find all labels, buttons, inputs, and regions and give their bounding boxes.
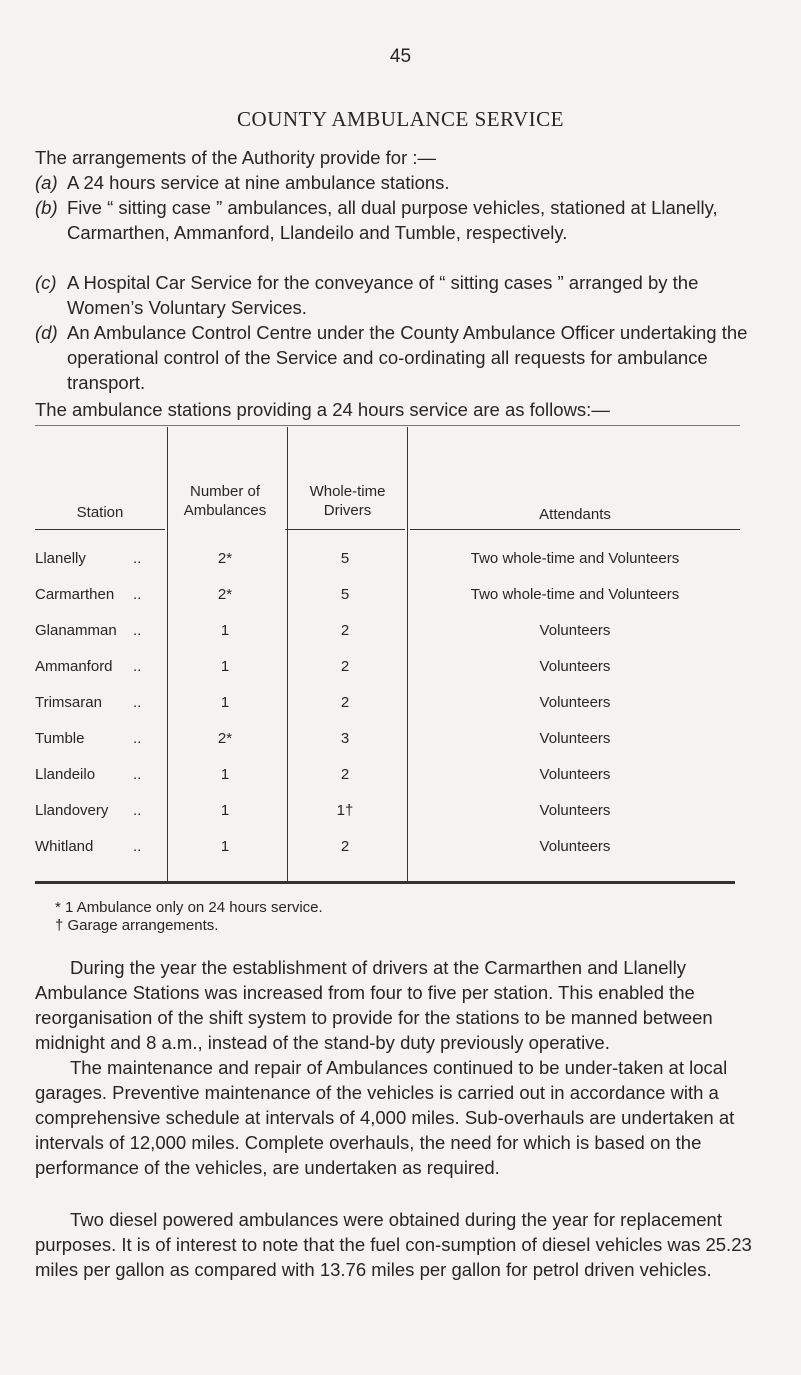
table-row xyxy=(35,693,740,713)
table-row xyxy=(35,549,740,569)
list-item-text: A 24 hours service at nine ambulance stations. xyxy=(67,172,450,193)
list-item-text: Five “ sitting case ” ambulances, all dual purpose vehicles, stationed at Llanelly, Carmarthen, Ammanford, Llandeilo and Tumble, respectively. xyxy=(67,197,718,243)
body-paragraph: The maintenance and repair of Ambulances continued to be under-taken at local garages. Preventive maintenance of the vehicles is carried out in accordance with a comprehensive schedule at intervals of 4,000 miles. Sub-overhauls are undertaken at intervals of 12,000 miles. Complete overhauls, the need for which is based on the performance of the vehicles, are undertaken as required. xyxy=(35,1057,735,1178)
station-name: Whitland xyxy=(35,838,94,855)
leader-dots: .. xyxy=(133,658,142,675)
leader-dots: .. xyxy=(133,766,142,783)
body-paragraph: Two diesel powered ambulances were obtained during the year for replacement purposes. It is of interest to note that the fuel con-sumption of diesel vehicles was 25.23 miles per gallon as compared with 13.76 miles per gallon for petrol driven vehicles. xyxy=(35,1209,752,1280)
station-name: Carmarthen xyxy=(35,586,115,603)
station-name: Tumble xyxy=(35,730,85,747)
table-bottom-rule xyxy=(35,881,735,884)
ambulances-cell: 2* xyxy=(217,550,233,567)
drivers-cell: 2 xyxy=(340,658,350,675)
station-name: Ammanford xyxy=(35,658,113,675)
ambulances-cell: 1 xyxy=(220,658,230,675)
leader-dots: .. xyxy=(133,694,142,711)
intro-text: The arrangements of the Authority provide for :— xyxy=(35,147,437,168)
header-rule xyxy=(285,529,405,530)
drivers-cell: 2 xyxy=(340,622,350,639)
table-row xyxy=(35,729,740,749)
header-rule xyxy=(410,529,740,530)
attendants-cell: Volunteers xyxy=(539,622,611,639)
ambulances-cell: 1 xyxy=(220,802,230,819)
list-marker: (b) xyxy=(35,197,58,218)
leader-dots: .. xyxy=(133,586,142,603)
page-number: 45 xyxy=(389,46,412,67)
attendants-cell: Volunteers xyxy=(539,658,611,675)
ambulances-cell: 1 xyxy=(220,694,230,711)
header-number-line1: Number of xyxy=(189,483,261,500)
ambulances-cell: 2* xyxy=(217,730,233,747)
station-name: Llanelly xyxy=(35,550,86,567)
list-item xyxy=(35,270,770,320)
list-item xyxy=(35,320,770,395)
list-marker: (d) xyxy=(35,322,58,343)
header-attendants: Attendants xyxy=(539,506,611,523)
station-name: Llandeilo xyxy=(35,766,96,783)
attendants-cell: Volunteers xyxy=(539,730,611,747)
station-name: Glanamman xyxy=(35,622,117,639)
header-station: Station xyxy=(76,504,124,521)
attendants-cell: Two whole-time and Volunteers xyxy=(470,586,680,603)
list-item xyxy=(35,195,770,245)
page-title: COUNTY AMBULANCE SERVICE xyxy=(237,107,564,131)
station-name: Llandovery xyxy=(35,802,109,819)
table-row xyxy=(35,621,740,641)
attendants-cell: Volunteers xyxy=(539,766,611,783)
drivers-cell: 2 xyxy=(340,838,350,855)
attendants-cell: Volunteers xyxy=(539,694,611,711)
station-name: Trimsaran xyxy=(35,694,102,711)
list-item xyxy=(35,170,770,195)
list-item-text: An Ambulance Control Centre under the County Ambulance Officer undertaking the operational control of the Service and co-ordinating all requests for ambulance transport. xyxy=(67,322,748,393)
table-row xyxy=(35,585,740,605)
footnote: * 1 Ambulance only on 24 hours service. xyxy=(55,899,323,916)
attendants-cell: Two whole-time and Volunteers xyxy=(470,550,680,567)
leader-dots: .. xyxy=(133,838,142,855)
header-drivers-line2: Drivers xyxy=(323,502,372,519)
ambulances-cell: 1 xyxy=(220,766,230,783)
header-drivers-line1: Whole-time xyxy=(309,483,386,500)
leader-dots: .. xyxy=(133,622,142,639)
table-top-rule xyxy=(35,425,740,426)
ambulances-cell: 1 xyxy=(220,838,230,855)
footnote: † Garage arrangements. xyxy=(55,917,219,934)
drivers-cell: 5 xyxy=(340,586,350,603)
attendants-cell: Volunteers xyxy=(539,838,611,855)
leader-dots: .. xyxy=(133,802,142,819)
drivers-cell: 3 xyxy=(340,730,350,747)
list-item-text: A Hospital Car Service for the conveyance of “ sitting cases ” arranged by the Women’s Voluntary Services. xyxy=(67,272,699,318)
stations-table xyxy=(35,425,740,885)
body-paragraph: During the year the establishment of drivers at the Carmarthen and Llanelly Ambulance Stations was increased from four to five per station. This enabled the reorganisation of the shift system to provide for the stations to be manned between midnight and 8 a.m., instead of the stand-by duty previously operative. xyxy=(35,957,713,1053)
header-rule xyxy=(35,529,165,530)
table-intro: The ambulance stations providing a 24 hours service are as follows:— xyxy=(35,399,610,420)
attendants-cell: Volunteers xyxy=(539,802,611,819)
drivers-cell: 5 xyxy=(340,550,350,567)
table-row xyxy=(35,657,740,677)
table-row xyxy=(35,765,740,785)
drivers-cell: 1† xyxy=(336,802,354,819)
table-row xyxy=(35,801,740,821)
leader-dots: .. xyxy=(133,550,142,567)
table-row xyxy=(35,837,740,857)
ambulances-cell: 2* xyxy=(217,586,233,603)
list-marker: (a) xyxy=(35,172,58,193)
header-number-line2: Ambulances xyxy=(183,502,267,519)
ambulances-cell: 1 xyxy=(220,622,230,639)
leader-dots: .. xyxy=(133,730,142,747)
list-marker: (c) xyxy=(35,272,57,293)
drivers-cell: 2 xyxy=(340,766,350,783)
drivers-cell: 2 xyxy=(340,694,350,711)
